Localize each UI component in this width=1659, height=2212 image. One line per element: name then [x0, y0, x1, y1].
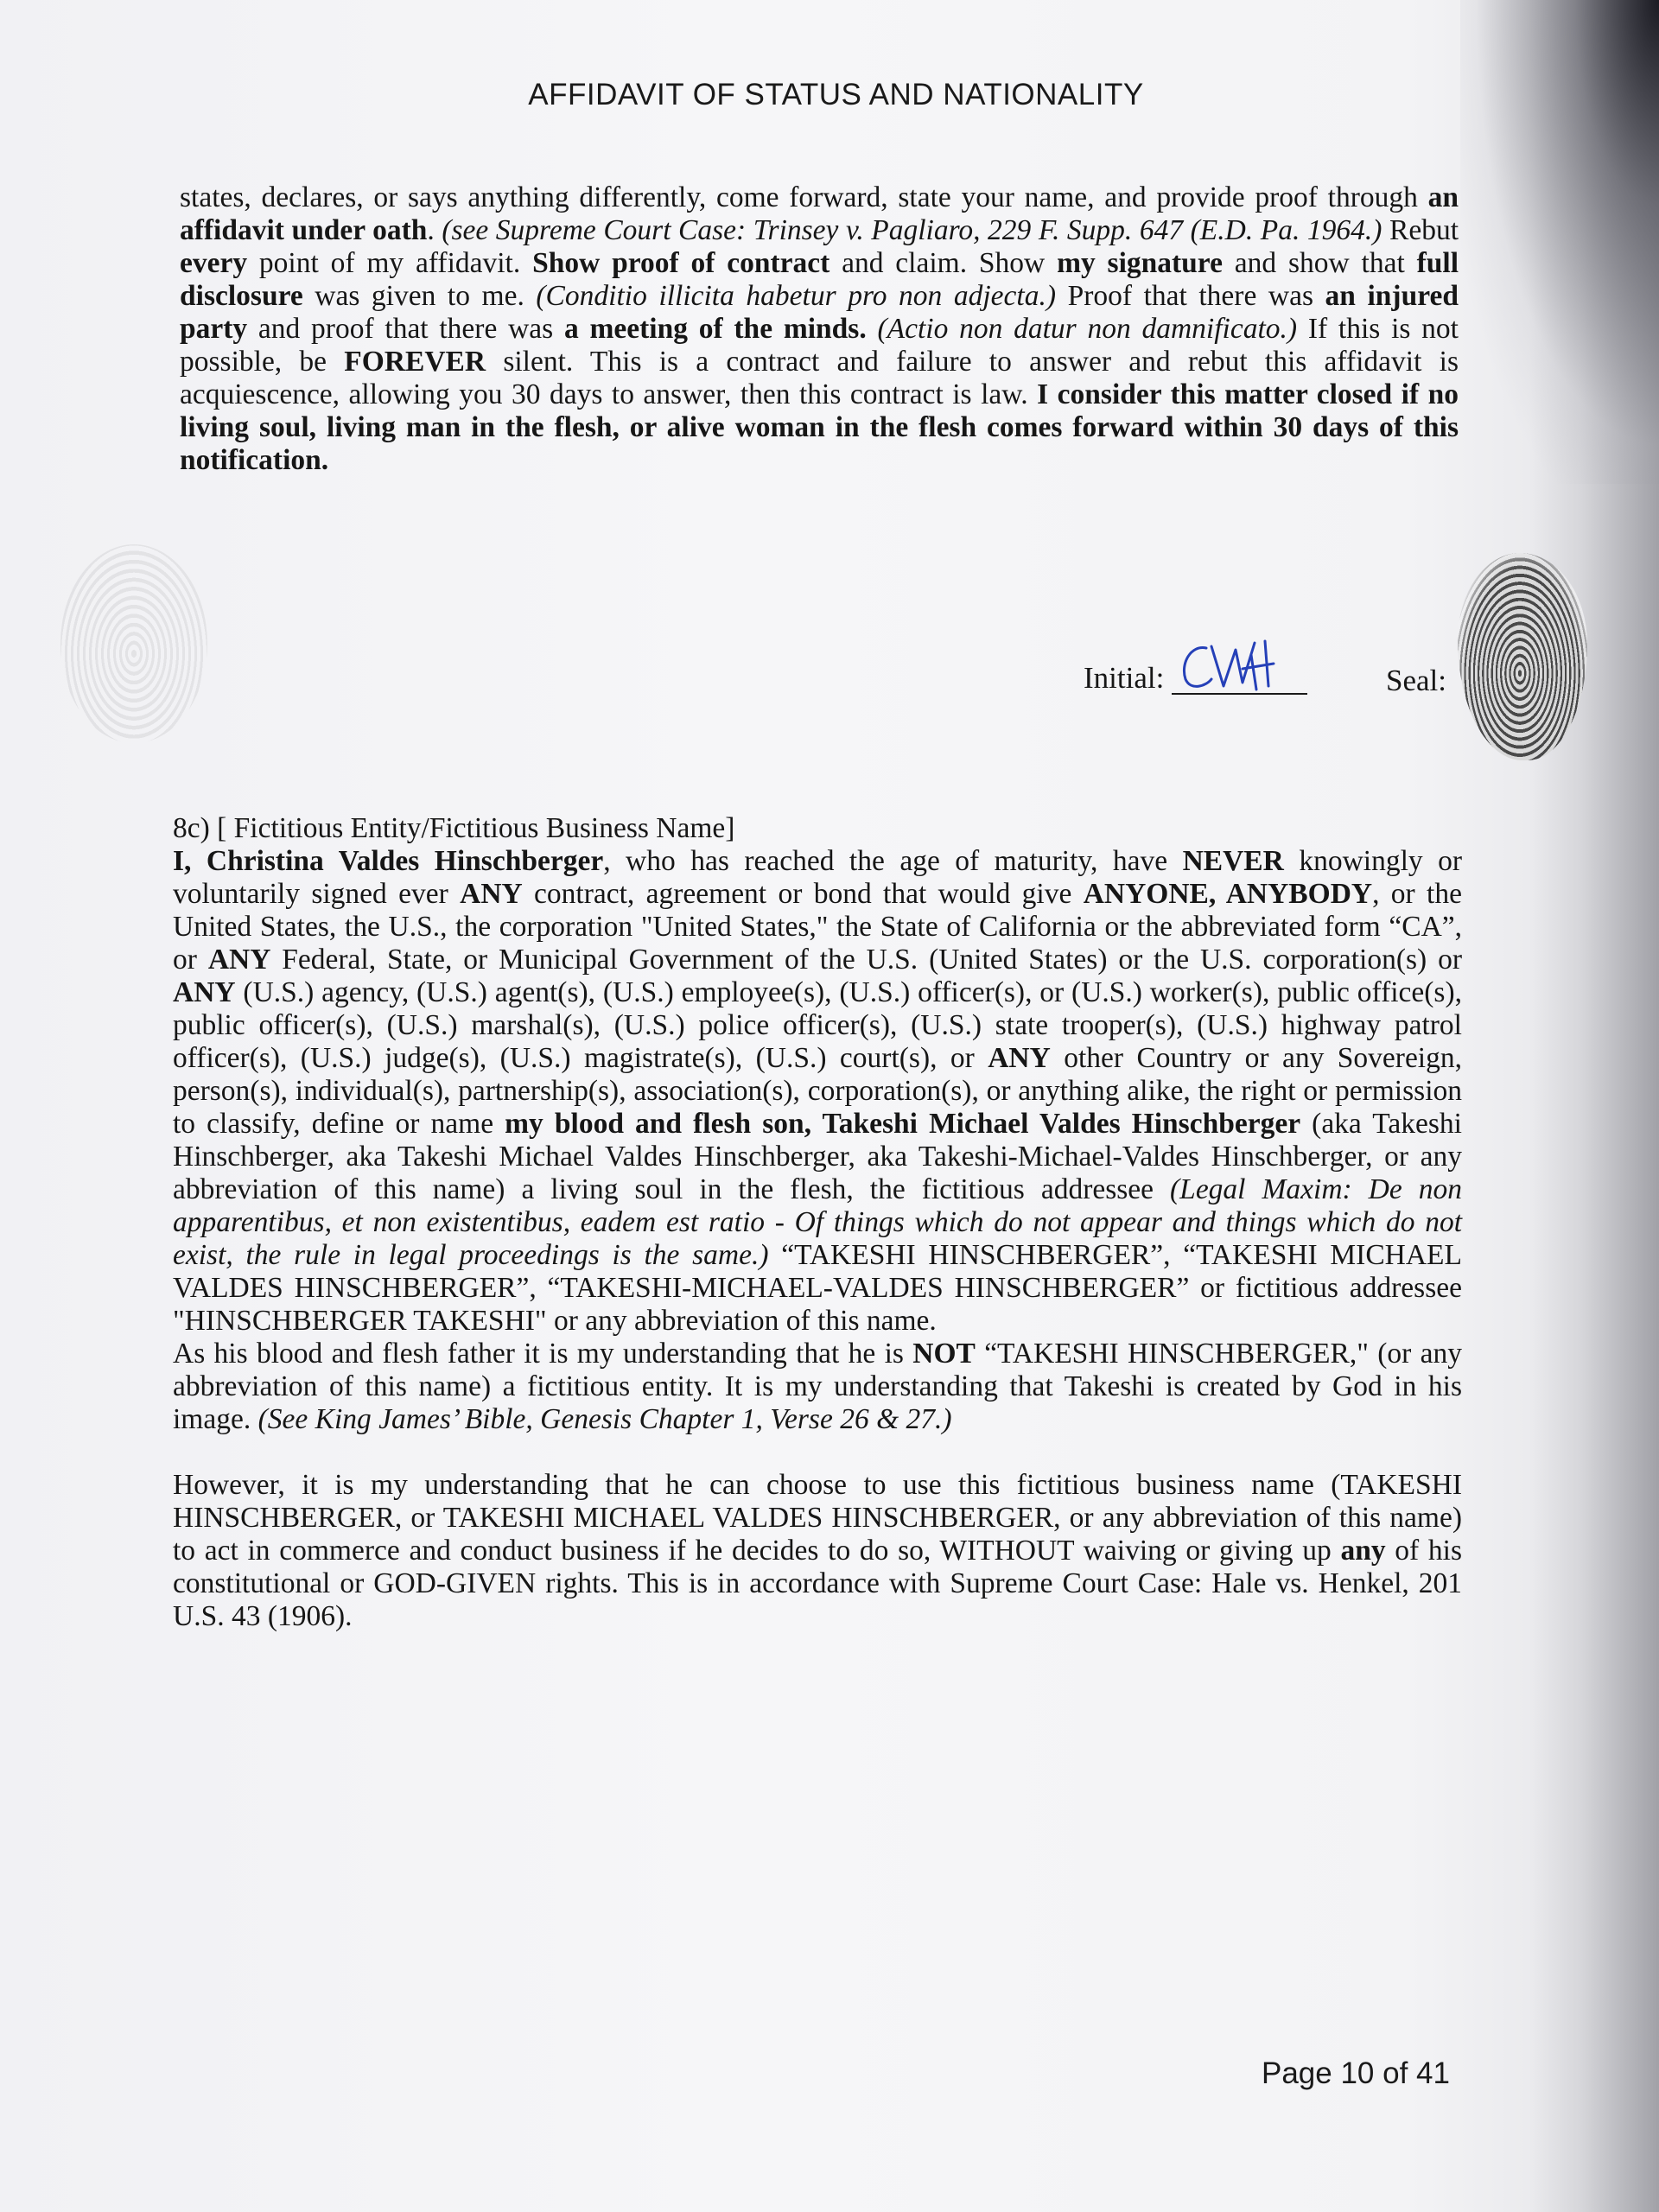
bold-text: my blood and flesh son, Takeshi Michael Valdes Hinschberger — [505, 1108, 1301, 1140]
bold-text: full disclosure — [180, 247, 1459, 312]
text: Proof that there was — [1056, 280, 1325, 312]
text: However, it is my understanding that he can choose to use this fictitious business name (TAKESHI HINSCHBERGER, or TAKESHI MICHAEL VALDES HINSCHBERGER, or any abbreviation of this name) to act in commerce and conduct business if he decides to do so, WITHOUT waiving or giving up — [173, 1469, 1462, 1567]
bold-text: FOREVER — [344, 346, 486, 378]
bold-text: every — [180, 247, 248, 279]
italic-citation: (See King James’ Bible, Genesis Chapter 1, Verse 26 & 27.) — [257, 1403, 952, 1435]
document-title: AFFIDAVIT OF STATUS AND NATIONALITY — [528, 78, 1144, 111]
initial-label: Initial: — [1084, 661, 1165, 695]
bold-text: a meeting of the minds. — [563, 313, 867, 345]
text: “TAKESHI HINSCHBERGER”, “TAKESHI MICHAEL VALDES HINSCHBERGER”, “TAKESHI-MICHAEL-VALDES HINSCHBERGER” or fictitious addressee "HINSCHBERGER TAKESHI" or any abbreviation of this name. — [173, 1239, 1462, 1337]
text: , or the United States, the U.S., the corporation "United States," the State of California or the abbreviated form “CA”, or — [173, 878, 1462, 976]
bold-text: an injured party — [180, 280, 1459, 345]
bold-text: any — [1340, 1535, 1386, 1567]
bold-text: ANYONE, ANYBODY — [1083, 878, 1373, 910]
section-paragraph-2 — [173, 1338, 1462, 1436]
text — [867, 313, 878, 345]
bold-text: NOT — [912, 1338, 976, 1370]
text: Rebut — [1382, 214, 1459, 246]
page-number: Page 10 of 41 — [1262, 2056, 1450, 2090]
bleed-through-thumbprint — [60, 544, 207, 743]
bold-text: ANY — [988, 1042, 1051, 1074]
closing-statement: I consider this matter closed if no living soul, living man in the flesh, or alive woman in the flesh comes forward within 30 days of this notification. — [180, 378, 1459, 476]
text: was given to me. — [302, 280, 537, 312]
text: states, declares, or says anything differently, come forward, state your name, and provide proof through — [180, 181, 1428, 213]
text: “TAKESHI HINSCHBERGER," (or any abbreviation of this name) a fictitious entity. It is my understanding that Takeshi is created by God in his image. — [173, 1338, 1462, 1435]
text: of his constitutional or GOD-GIVEN rights. This is in accordance with Supreme Court Case: Hale vs. Henkel, 201 U.S. 43 (1906). — [173, 1535, 1463, 1632]
section-paragraph-3 — [173, 1469, 1462, 1633]
text: . — [427, 214, 442, 246]
italic-maxim: (Actio non datur non damnificato.) — [877, 313, 1298, 345]
initials-signature — [1172, 629, 1288, 698]
italic-maxim: (Legal Maxim: De non apparentibus, et non existentibus, eadem est ratio - Of things which do not appear and things which do not exist, the rule in legal proceedings is the same.) — [173, 1173, 1462, 1271]
text: other Country or any Sovereign, person(s), individual(s), partnership(s), association(s), corporation(s), or anything alike, the right or permission to classify, define or name — [173, 1042, 1462, 1140]
bold-text: ANY — [207, 944, 271, 976]
italic-citation: (see Supreme Court Case: Trinsey v. Pagliaro, 229 F. Supp. 647 (E.D. Pa. 1964.) — [442, 214, 1382, 246]
text: (aka Takeshi Hinschberger, aka Takeshi Michael Valdes Hinschberger, aka Takeshi-Michael-Valdes Hinschberger, or any abbreviation of this name) a living soul in the flesh, the fictitious addressee — [173, 1108, 1462, 1205]
text: (U.S.) agency, (U.S.) agent(s), (U.S.) employee(s), (U.S.) officer(s), or (U.S.) worker(s), public office(s), public officer(s), (U.S.) marshal(s), (U.S.) police officer(s), (U.S.) state trooper(s), (U.S.) highway patrol officer(s), (U.S.) judge(s), (U.S.) magistrate(s), (U.S.) court(s), or — [173, 976, 1462, 1074]
section-paragraph-1 — [173, 845, 1462, 1338]
text: point of my affidavit. — [247, 247, 533, 279]
text: If this is not possible, be — [180, 313, 1459, 378]
text: contract, agreement or bond that would give — [522, 878, 1084, 910]
text: and show that — [1222, 247, 1417, 279]
text: As his blood and flesh father it is my understanding that he is — [173, 1338, 913, 1370]
italic-maxim: (Conditio illicita habetur pro non adjecta.) — [536, 280, 1056, 312]
section-8c — [173, 812, 1462, 1633]
page-corner-shadow — [1460, 0, 1659, 484]
text: , who has reached the age of maturity, have — [603, 845, 1183, 877]
text: Federal, State, or Municipal Government of the U.S. (United States) or the U.S. corporation(s) or — [270, 944, 1463, 976]
seal-label: Seal: — [1386, 664, 1446, 697]
text: silent. This is a contract and failure to answer and rebut this affidavit is acquiescence, allowing you 30 days to answer, then this contract is law. — [180, 346, 1459, 410]
thumbprint-seal — [1458, 553, 1587, 760]
text: and proof that there was — [247, 313, 564, 345]
bold-text: NEVER — [1182, 845, 1284, 877]
text: knowingly or voluntarily signed ever — [173, 845, 1462, 910]
bold-text: I, Christina Valdes Hinschberger — [173, 845, 604, 877]
bold-text: ANY — [460, 878, 523, 910]
bold-text: Show proof of contract — [532, 247, 830, 279]
bold-text: ANY — [173, 976, 236, 1008]
intro-paragraph — [180, 181, 1459, 477]
bold-text: my signature — [1057, 247, 1223, 279]
text: and claim. Show — [830, 247, 1058, 279]
section-heading: 8c) [ Fictitious Entity/Fictitious Business Name] — [173, 812, 735, 844]
bold-text: an affidavit under oath — [180, 181, 1459, 246]
